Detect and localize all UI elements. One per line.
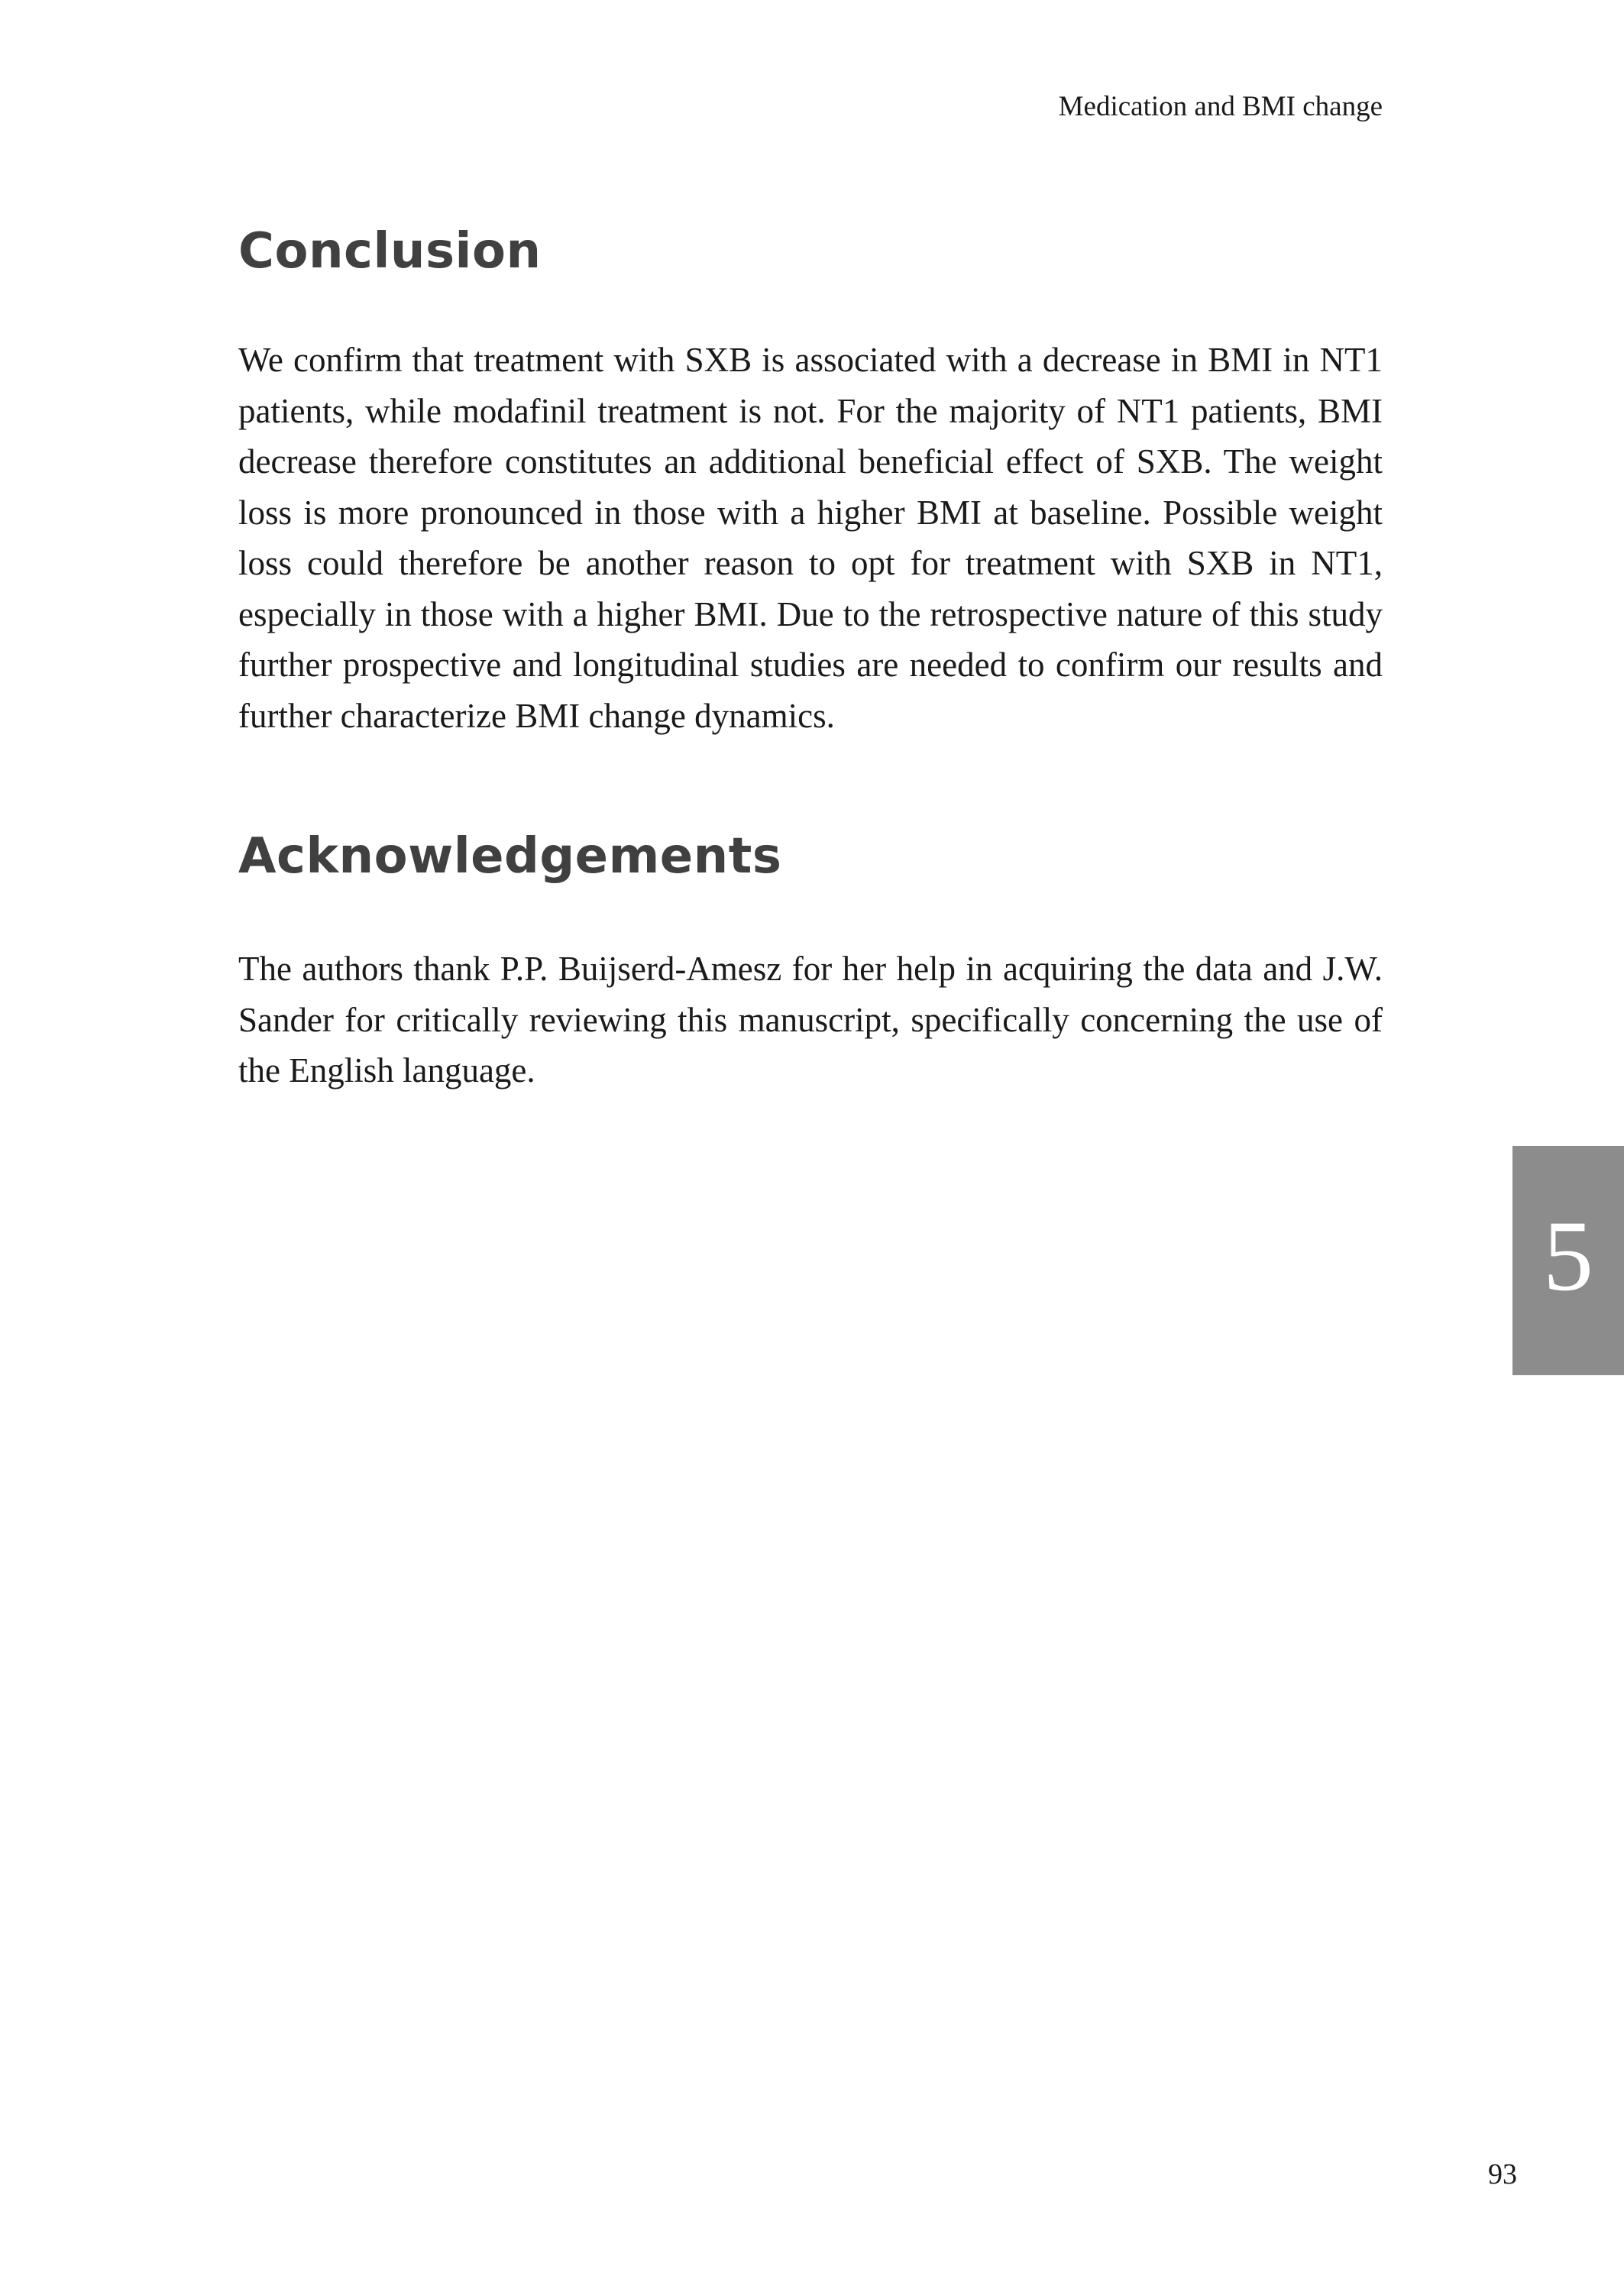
conclusion-heading: Conclusion [238,223,542,280]
running-header: Medication and BMI change [1058,91,1383,122]
page-number: 93 [1488,2158,1517,2190]
chapter-tab-number: 5 [1543,1199,1593,1312]
conclusion-paragraph: We confirm that treatment with SXB is associated with a decrease in BMI in NT1 patients, while modafinil treatment is not. For the majority of NT1 patients, BMI decrease therefore constitutes an additional beneficial effect of SXB. The weight loss is more pronounced in those with a higher BMI at baseline. Possible weight loss could therefore be another reason to opt for treatment with SXB in NT1, especially in those with a higher BMI. Due to the retrospective nature of this study further prospective and longitudinal studies are needed to confirm our results and further characterize BMI change dynamics. [238,341,1383,735]
acknowledgements-heading: Acknowledgements [238,828,782,885]
acknowledgements-paragraph: The authors thank P.P. Buijserd-Amesz for her help in acquiring the data and J.W. Sander for critically reviewing this manuscript, specifically concerning the use of the English language. [238,950,1383,1089]
chapter-tab [1512,1146,1624,1375]
